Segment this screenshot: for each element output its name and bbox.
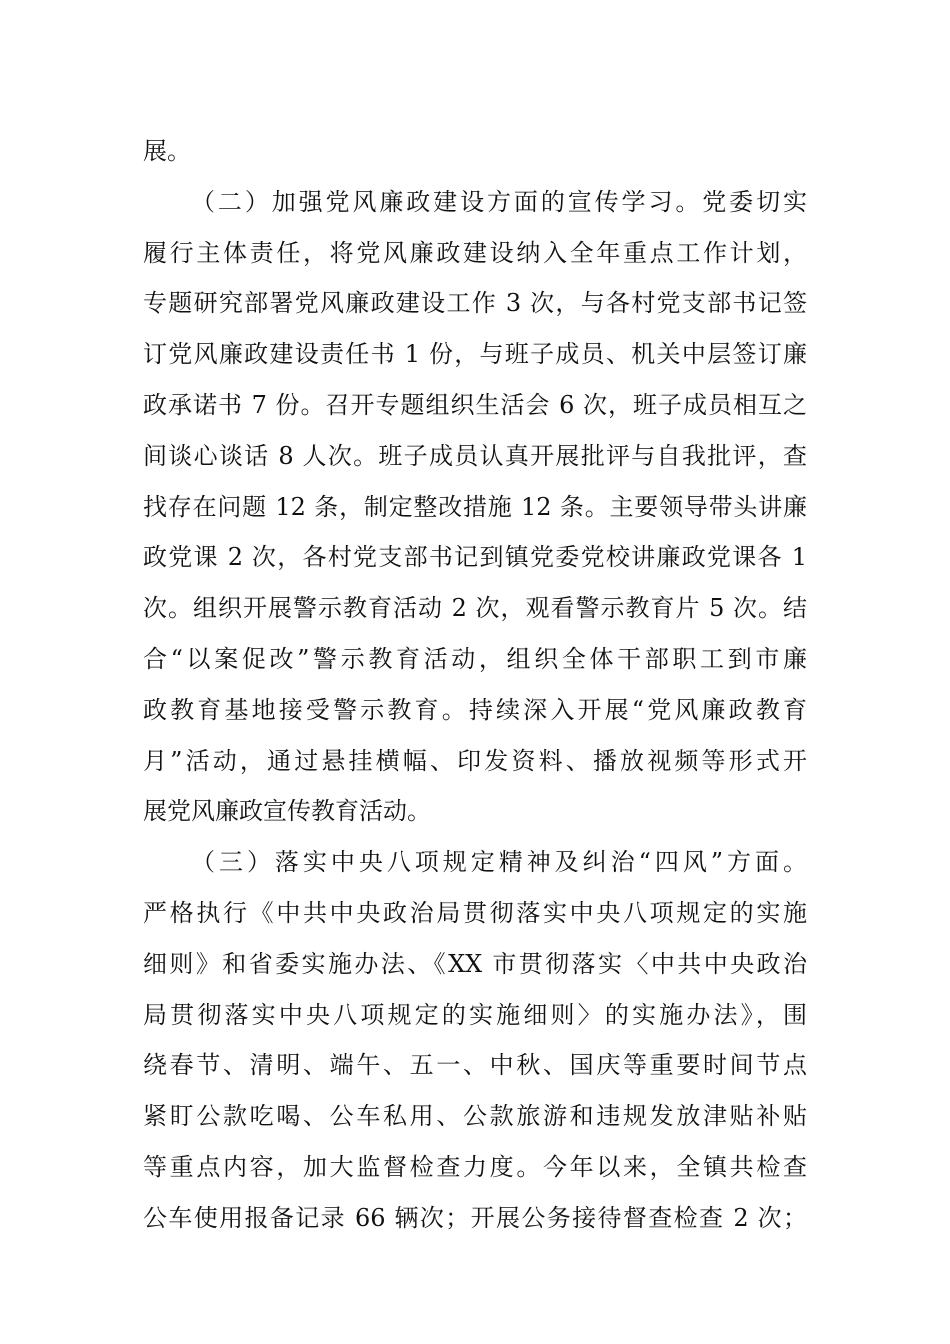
text-line: 次。组织开展警示教育活动 2 次，观看警示教育片 5 次。结 (143, 594, 807, 623)
text-line: 订党风廉政建设责任书 1 份，与班子成员、机关中层签订廉 (143, 340, 807, 369)
text-line: 政教育基地接受警示教育。持续深入开展“党风廉政教育 (143, 695, 807, 724)
text-line: 月”活动，通过悬挂横幅、印发资料、播放视频等形式开 (143, 746, 807, 775)
text-line: 找存在问题 12 条，制定整改措施 12 条。主要领导带头讲廉 (143, 492, 807, 521)
text-line: 局贯彻落实中央八项规定的实施细则〉的实施办法》，围 (143, 1000, 807, 1029)
text-line: 公车使用报备记录 66 辆次；开展公务接待督查检查 2 次； (143, 1203, 807, 1232)
text-line: 合“以案促改”警示教育活动，组织全体干部职工到市廉 (143, 644, 807, 673)
text-line: 展党风廉政宣传教育活动。 (143, 797, 431, 826)
text-line: 履行主体责任，将党风廉政建设纳入全年重点工作计划， (143, 238, 807, 267)
text-line: 等重点内容，加大监督检查力度。今年以来，全镇共检查 (143, 1152, 807, 1181)
text-line: （三）落实中央八项规定精神及纠治“四风”方面。 (191, 848, 807, 877)
text-line: 严格执行《中共中央政治局贯彻落实中央八项规定的实施 (143, 898, 807, 927)
text-line: 细则》和省委实施办法、《XX 市贯彻落实〈中共中央政治 (143, 949, 807, 978)
text-line: （二）加强党风廉政建设方面的宣传学习。党委切实 (191, 187, 807, 216)
text-line: 政党课 2 次，各村党支部书记到镇党委党校讲廉政党课各 1 (143, 543, 807, 572)
text-line: 间谈心谈话 8 人次。班子成员认真开展批评与自我批评，查 (143, 441, 807, 470)
text-line: 展。 (143, 137, 191, 165)
text-line: 紧盯公款吃喝、公车私用、公款旅游和违规发放津贴补贴 (143, 1102, 807, 1131)
document-body (143, 126, 807, 1244)
text-line: 专题研究部署党风廉政建设工作 3 次，与各村党支部书记签 (143, 289, 807, 318)
text-line: 政承诺书 7 份。召开专题组织生活会 6 次，班子成员相互之 (143, 390, 807, 419)
text-line: 绕春节、清明、端午、五一、中秋、国庆等重要时间节点 (143, 1051, 807, 1080)
